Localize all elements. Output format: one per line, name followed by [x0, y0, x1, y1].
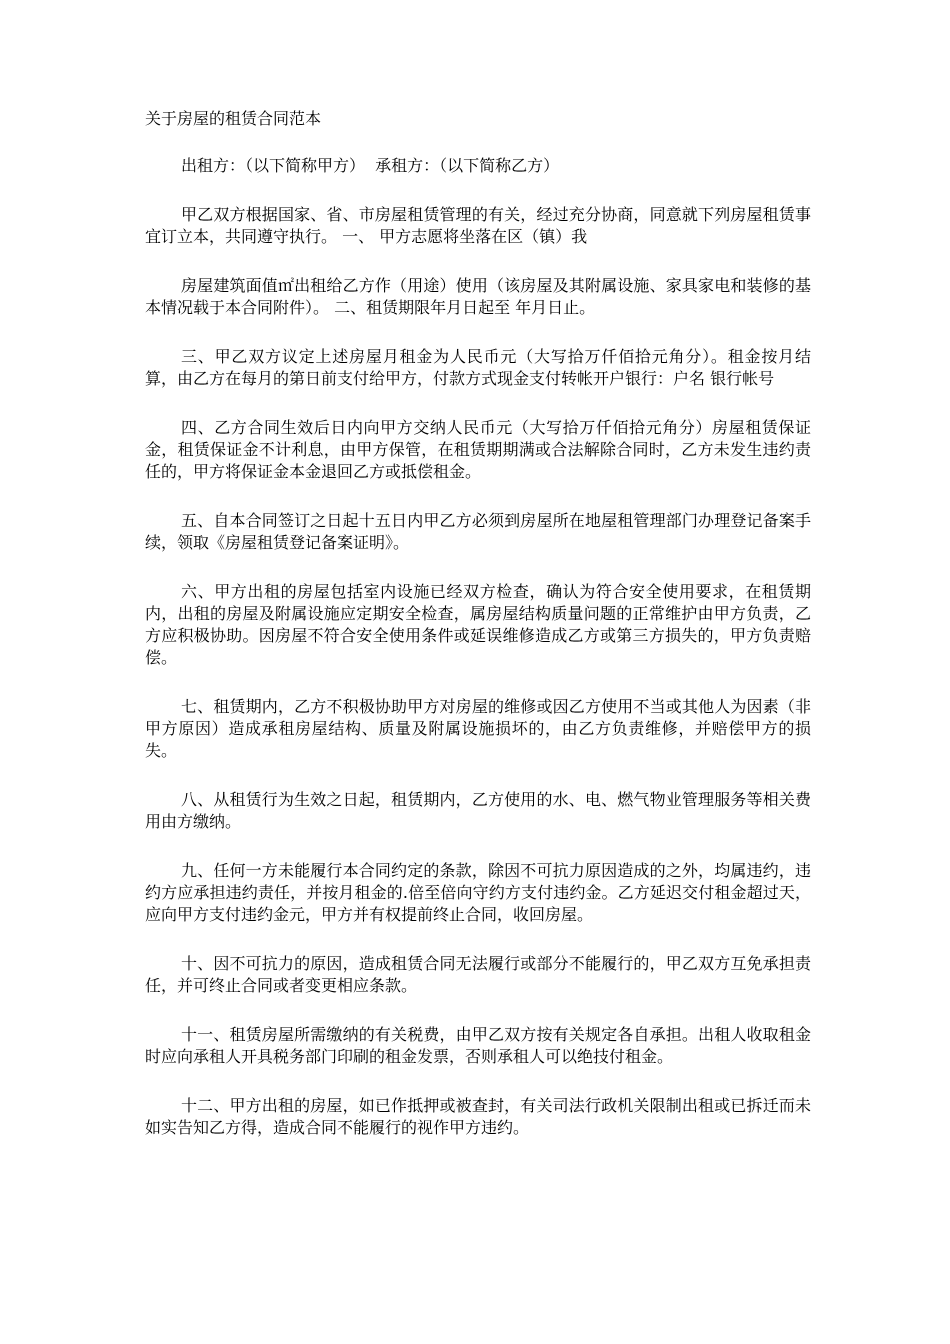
document-title: 关于房屋的租赁合同范本	[145, 109, 322, 128]
clause-7-paragraph: 七、租赁期内，乙方不积极协助甲方对房屋的维修或因乙方使用不当或其他人为因素（非甲方原因）造成承租房屋结构、质量及附属设施损坏的，由乙方负责维修，并赔偿甲方的损失。	[145, 697, 811, 760]
parties-paragraph: 出租方：（以下简称甲方） 承租方：（以下简称乙方）	[181, 156, 560, 175]
document-body	[145, 108, 811, 1166]
clause-5-paragraph: 五、自本合同签订之日起十五日内甲乙方必须到房屋所在地屋租管理部门办理登记备案手续，领取《房屋租赁登记备案证明》。	[145, 511, 811, 552]
property-paragraph: 房屋建筑面值㎡出租给乙方作（用途）使用（该房屋及其附属设施、家具家电和装修的基本情况载于本合同附件）。 二、租赁期限年月日起至 年月日止。	[145, 276, 811, 317]
clause-8-paragraph: 八、从租赁行为生效之日起，租赁期内，乙方使用的水、电、燃气物业管理服务等相关费用由方缴纳。	[145, 790, 811, 831]
clause-10-paragraph: 十、因不可抗力的原因，造成租赁合同无法履行或部分不能履行的，甲乙双方互免承担责任，并可终止合同或者变更相应条款。	[145, 954, 811, 995]
clause-9-paragraph: 九、任何一方未能履行本合同约定的条款，除因不可抗力原因造成的之外，均属违约，违约方应承担违约责任，并按月租金的.倍至倍向守约方支付违约金。乙方延迟交付租金超过天，应向甲方支付违约金元，甲方并有权提前终止合同，收回房屋。	[145, 861, 811, 924]
clause-6-paragraph: 六、甲方出租的房屋包括室内设施已经双方检查，确认为符合安全使用要求，在租赁期内，出租的房屋及附属设施应定期安全检查，属房屋结构质量问题的正常维护由甲方负责，乙方应积极协助。因房屋不符合安全使用条件或延误维修造成乙方或第三方损失的，甲方负责赔偿。	[145, 582, 811, 667]
clause-3-paragraph: 三、甲乙双方议定上述房屋月租金为人民币元（大写拾万仟佰拾元角分）。租金按月结算，由乙方在每月的第日前支付给甲方，付款方式现金支付转帐开户银行：户名 银行帐号	[145, 347, 811, 388]
clause-11-paragraph: 十一、租赁房屋所需缴纳的有关税费，由甲乙双方按有关规定各自承担。出租人收取租金时应向承租人开具税务部门印刷的租金发票，否则承租人可以绝技付租金。	[145, 1025, 811, 1066]
clause-4-paragraph: 四、乙方合同生效后日内向甲方交纳人民币元（大写拾万仟佰拾元角分）房屋租赁保证金，租赁保证金不计利息，由甲方保管，在租赁期期满或合法解除合同时，乙方未发生违约责任的，甲方将保证金本金退回乙方或抵偿租金。	[145, 418, 811, 481]
intro-paragraph: 甲乙双方根据国家、省、市房屋租赁管理的有关，经过充分协商，同意就下列房屋租赁事宜订立本，共同遵守执行。 一、 甲方志愿将坐落在区（镇）我	[145, 205, 811, 246]
clause-12-paragraph: 十二、甲方出租的房屋，如已作抵押或被查封，有关司法行政机关限制出租或已拆迁而未如实告知乙方得，造成合同不能履行的视作甲方违约。	[145, 1096, 811, 1137]
